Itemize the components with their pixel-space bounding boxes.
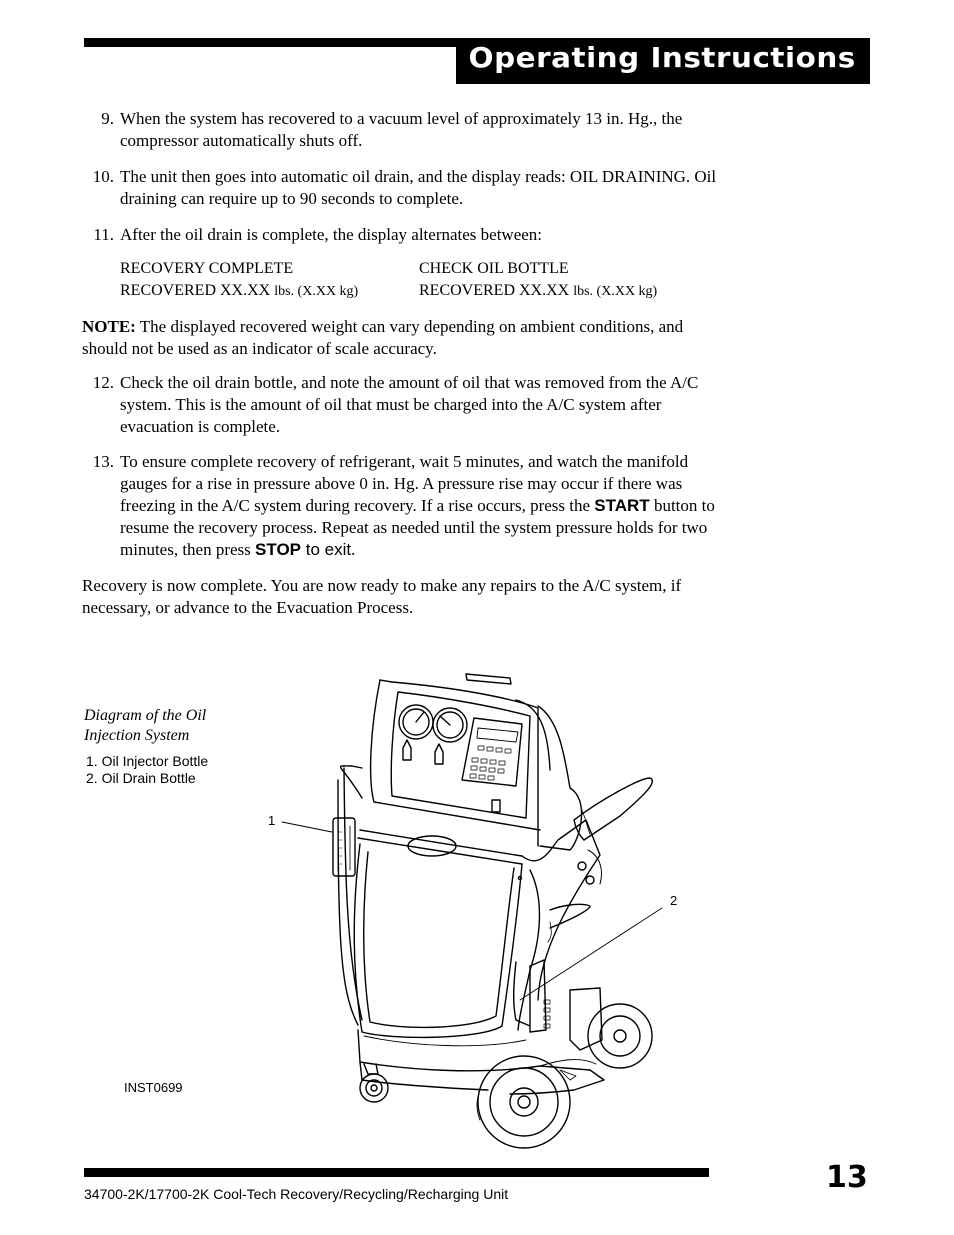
header-banner (456, 38, 870, 84)
start-key-label: START (594, 496, 650, 515)
step-text: When the system has recovered to a vacuum level of approximately 13 in. Hg., the compressor automatically shuts off. (120, 109, 683, 150)
note-text: The displayed recovered weight can vary depending on ambient conditions, and should not be used as an indicator of scale accuracy. (82, 317, 684, 358)
step-number: 10. (92, 167, 114, 186)
display-line: RECOVERED XX.XX lbs. (X.XX kg) (419, 282, 658, 299)
step-text: After the oil drain is complete, the display alternates between: (120, 225, 543, 244)
step-number: 11. (93, 225, 114, 244)
legend-item: 2. Oil Drain Bottle (86, 770, 196, 786)
step-text: Check the oil drain bottle, and note the amount of oil that was removed from the A/C system. This is the amount of oil that must be charged into the A/C system after evacuation is complete. (120, 373, 699, 436)
note-label: NOTE: (82, 317, 136, 336)
display-line: CHECK OIL BOTTLE (419, 260, 569, 277)
display-readout-right (419, 258, 657, 303)
step-number: 9. (101, 109, 114, 128)
note-paragraph (82, 316, 722, 360)
page-number: 13 (826, 1160, 868, 1195)
callout-1: 1 (268, 813, 276, 828)
callout-2: 2 (670, 893, 678, 908)
figure-code: INST0699 (124, 1080, 183, 1095)
oil-injection-diagram (240, 670, 670, 1160)
step-number: 13. (92, 452, 114, 471)
display-line: RECOVERED XX.XX lbs. (X.XX kg) (120, 282, 359, 299)
stop-key-label: STOP (255, 540, 302, 559)
legend-item: 1. Oil Injector Bottle (86, 753, 209, 769)
step-text: The unit then goes into automatic oil drain, and the display reads: OIL DRAINING. Oil draining can require up to 90 seconds to complete. (120, 167, 717, 208)
display-readout-left (120, 258, 358, 303)
display-line: RECOVERY COMPLETE (120, 260, 294, 277)
closing-paragraph: Recovery is now complete. You are now ready to make any repairs to the A/C system, if necessary, or advance to the Evacuation Process. (82, 576, 682, 617)
figure-caption: Diagram of the Oil Injection System (84, 707, 207, 744)
footer-rule (84, 1168, 709, 1177)
step-text: To ensure complete recovery of refrigerant, wait 5 minutes, and watch the manifold gauges for a rise in pressure above 0 in. Hg. A pressure rise may occur if there was freezing in the A/C system during recovery. If a rise occurs, press the START button to resume the recovery process. Repeat as needed until the system pressure holds for two minutes, then press STOP to exit. (120, 452, 715, 559)
step-number: 12. (92, 373, 114, 392)
footer-product-name: 34700-2K/17700-2K Cool-Tech Recovery/Recycling/Recharging Unit (84, 1186, 509, 1202)
page-title: Operating Instructions (468, 41, 856, 74)
